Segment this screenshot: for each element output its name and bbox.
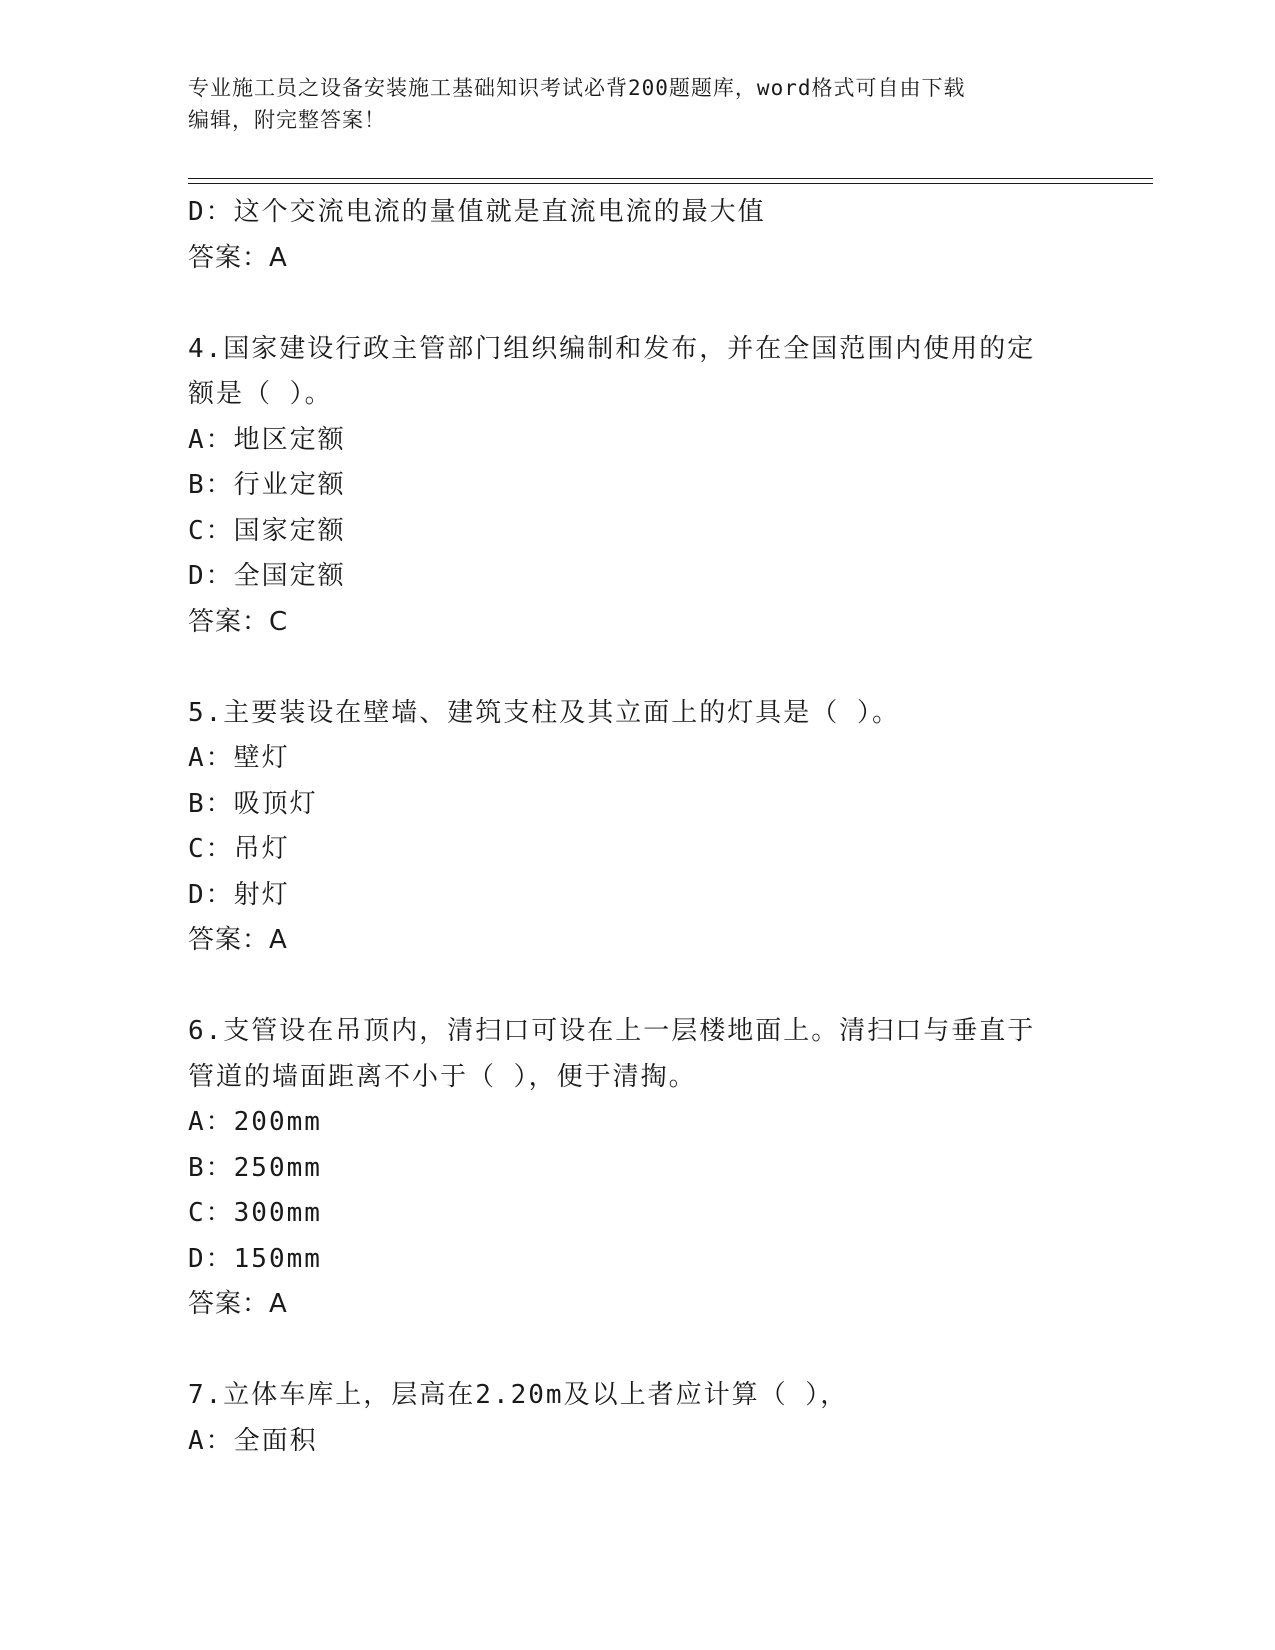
- answer-line: 答案：C: [188, 606, 289, 637]
- question-stem: 4.国家建设行政主管部门组织编制和发布，并在全国范围内使用的定: [188, 333, 1036, 364]
- option-b: B：吸顶灯: [188, 788, 318, 819]
- option-c: C：300mm: [188, 1198, 322, 1228]
- question-stem-continued: 额是（ ）。: [188, 379, 333, 409]
- question-5: [188, 691, 1088, 964]
- option-d: D：这个交流电流的量值就是直流电流的最大值: [188, 197, 766, 227]
- option-b: B：250mm: [188, 1152, 322, 1183]
- option-a: A：壁灯: [188, 743, 290, 773]
- option-a: A：全面积: [188, 1425, 318, 1456]
- option-d: D：150mm: [188, 1243, 322, 1274]
- option-d: D：射灯: [188, 879, 290, 910]
- answer-line: 答案：A: [188, 242, 288, 273]
- document-header: [188, 72, 1088, 136]
- option-b: B：行业定额: [188, 470, 346, 500]
- option-c: C：国家定额: [188, 515, 346, 546]
- answer-line: 答案：A: [188, 1289, 288, 1319]
- question-3-tail: [188, 190, 1088, 281]
- option-a: A：200mm: [188, 1107, 322, 1137]
- option-c: C：吊灯: [188, 834, 290, 864]
- header-divider-top: [188, 178, 1153, 179]
- header-divider-bottom: [188, 183, 1153, 184]
- question-stem-continued: 管道的墙面距离不小于（ ），便于清掏。: [188, 1061, 697, 1092]
- question-stem: 7.立体车库上，层高在2.20m及以上者应计算（ ），: [188, 1380, 849, 1410]
- question-7: [188, 1373, 1088, 1464]
- question-stem: 5.主要装设在壁墙、建筑支柱及其立面上的灯具是（ ）。: [188, 697, 900, 728]
- question-4: [188, 327, 1088, 646]
- option-d: D：全国定额: [188, 561, 346, 591]
- question-stem: 6.支管设在吊顶内，清扫口可设在上一层楼地面上。清扫口与垂直于: [188, 1016, 1036, 1046]
- question-6: [188, 1009, 1088, 1328]
- option-a: A：地区定额: [188, 424, 346, 455]
- question-list: [188, 190, 1088, 1464]
- header-title-line-2: 编辑，附完整答案！: [188, 108, 386, 132]
- header-title-line-1: 专业施工员之设备安装施工基础知识考试必背200题题库，word格式可自由下载: [188, 76, 966, 100]
- answer-line: 答案：A: [188, 925, 288, 955]
